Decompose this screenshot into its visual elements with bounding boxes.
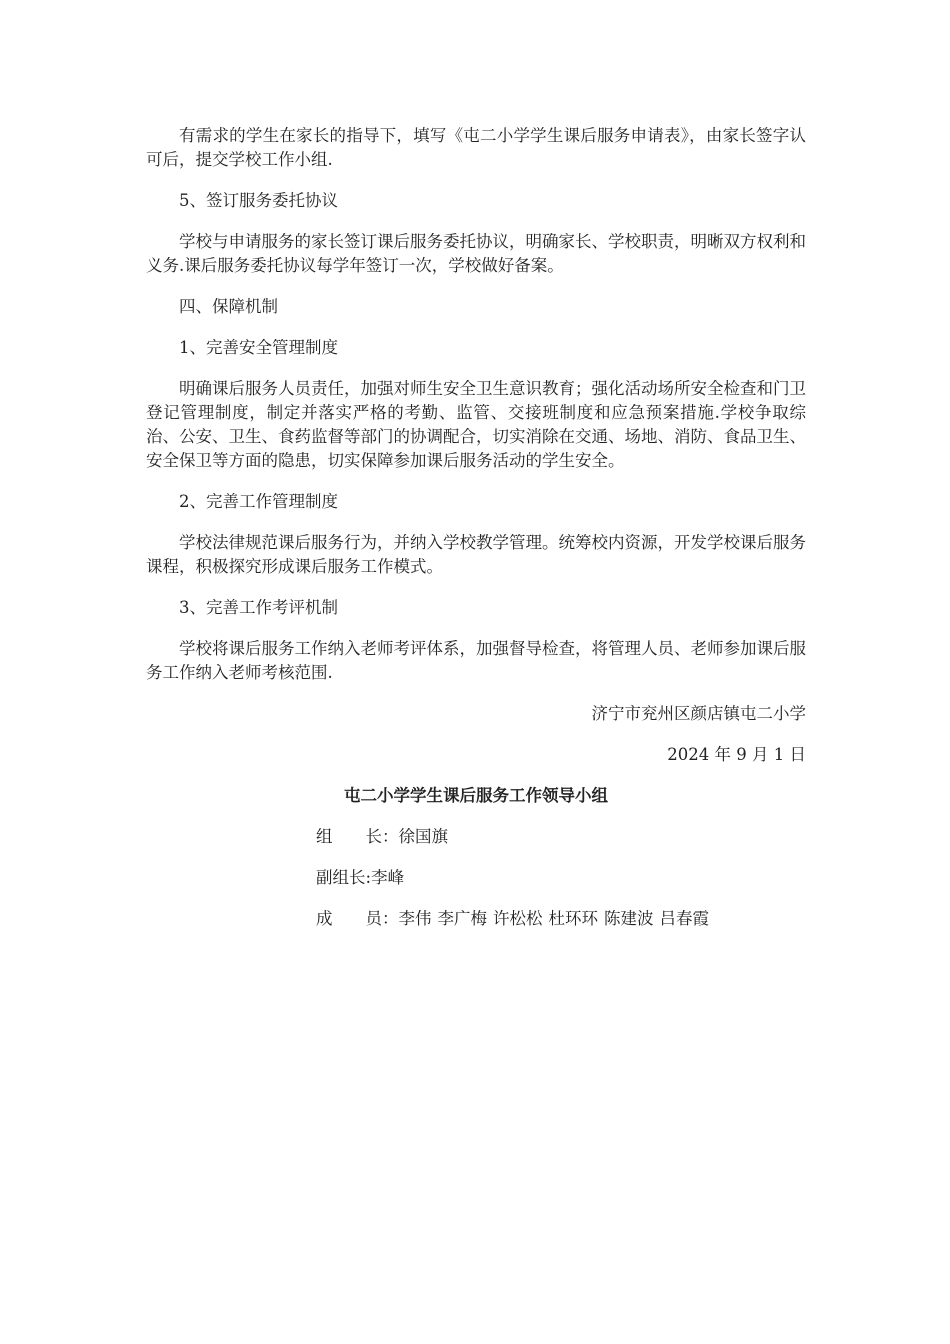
member-name: 李广梅 [437,909,487,928]
member-name: 吕春霞 [659,909,709,928]
paragraph-safety: 明确课后服务人员责任，加强对师生安全卫生意识教育；强化活动场所安全检查和门卫登记管理制度，制定并落实严格的考勤、监管、交接班制度和应急预案措施.学校争取综治、公安、卫生、食药监督等部门的协调配合，切实消除在交通、场地、消防、食品卫生、安全保卫等方面的隐患，切实保障参加课后服务活动的学生安全。 [146,379,806,470]
heading-guarantee-mechanism: 四、保障机制 [179,297,278,316]
document-page [146,124,806,948]
paragraph-application: 有需求的学生在家长的指导下，填写《屯二小学学生课后服务申请表》，由家长签字认可后，提交学校工作小组. [146,126,806,169]
heading-safety-management: 1、完善安全管理制度 [179,338,338,357]
paragraph-work: 学校法律规范课后服务行为，并纳入学校教学管理。统筹校内资源，开发学校课后服务课程，积极探究形成课后服务工作模式。 [146,533,806,576]
members-line [316,907,806,931]
deputy-label: 副组长: [316,868,372,887]
heading-work-management: 2、完善工作管理制度 [179,492,338,511]
member-name: 许松松 [493,909,543,928]
member-name: 陈建波 [604,909,654,928]
leader-name: 徐国旗 [398,827,448,846]
paragraph-agreement: 学校与申请服务的家长签订课后服务委托协议，明确家长、学校职责，明晰双方权利和义务.课后服务委托协议每学年签订一次，学校做好备案。 [146,232,806,275]
members-list [399,909,716,928]
leader-label: 组 长： [316,827,399,846]
heading-sign-agreement: 5、签订服务委托协议 [179,191,338,210]
signature-org: 济宁市兖州区颜店镇屯二小学 [591,704,806,723]
deputy-name: 李峰 [371,868,405,887]
member-name: 杜环环 [548,909,598,928]
heading-work-evaluation: 3、完善工作考评机制 [179,598,338,617]
group-title: 屯二小学学生课后服务工作领导小组 [344,786,608,805]
signature-date: 2024 年 9 月 1 日 [667,745,806,764]
members-label: 成 员： [316,909,399,928]
paragraph-evaluation: 学校将课后服务工作纳入老师考评体系，加强督导检查，将管理人员、老师参加课后服务工作纳入老师考核范围. [146,639,806,682]
leader-line [316,825,806,849]
deputy-line [316,866,806,890]
member-name: 李伟 [398,909,432,928]
